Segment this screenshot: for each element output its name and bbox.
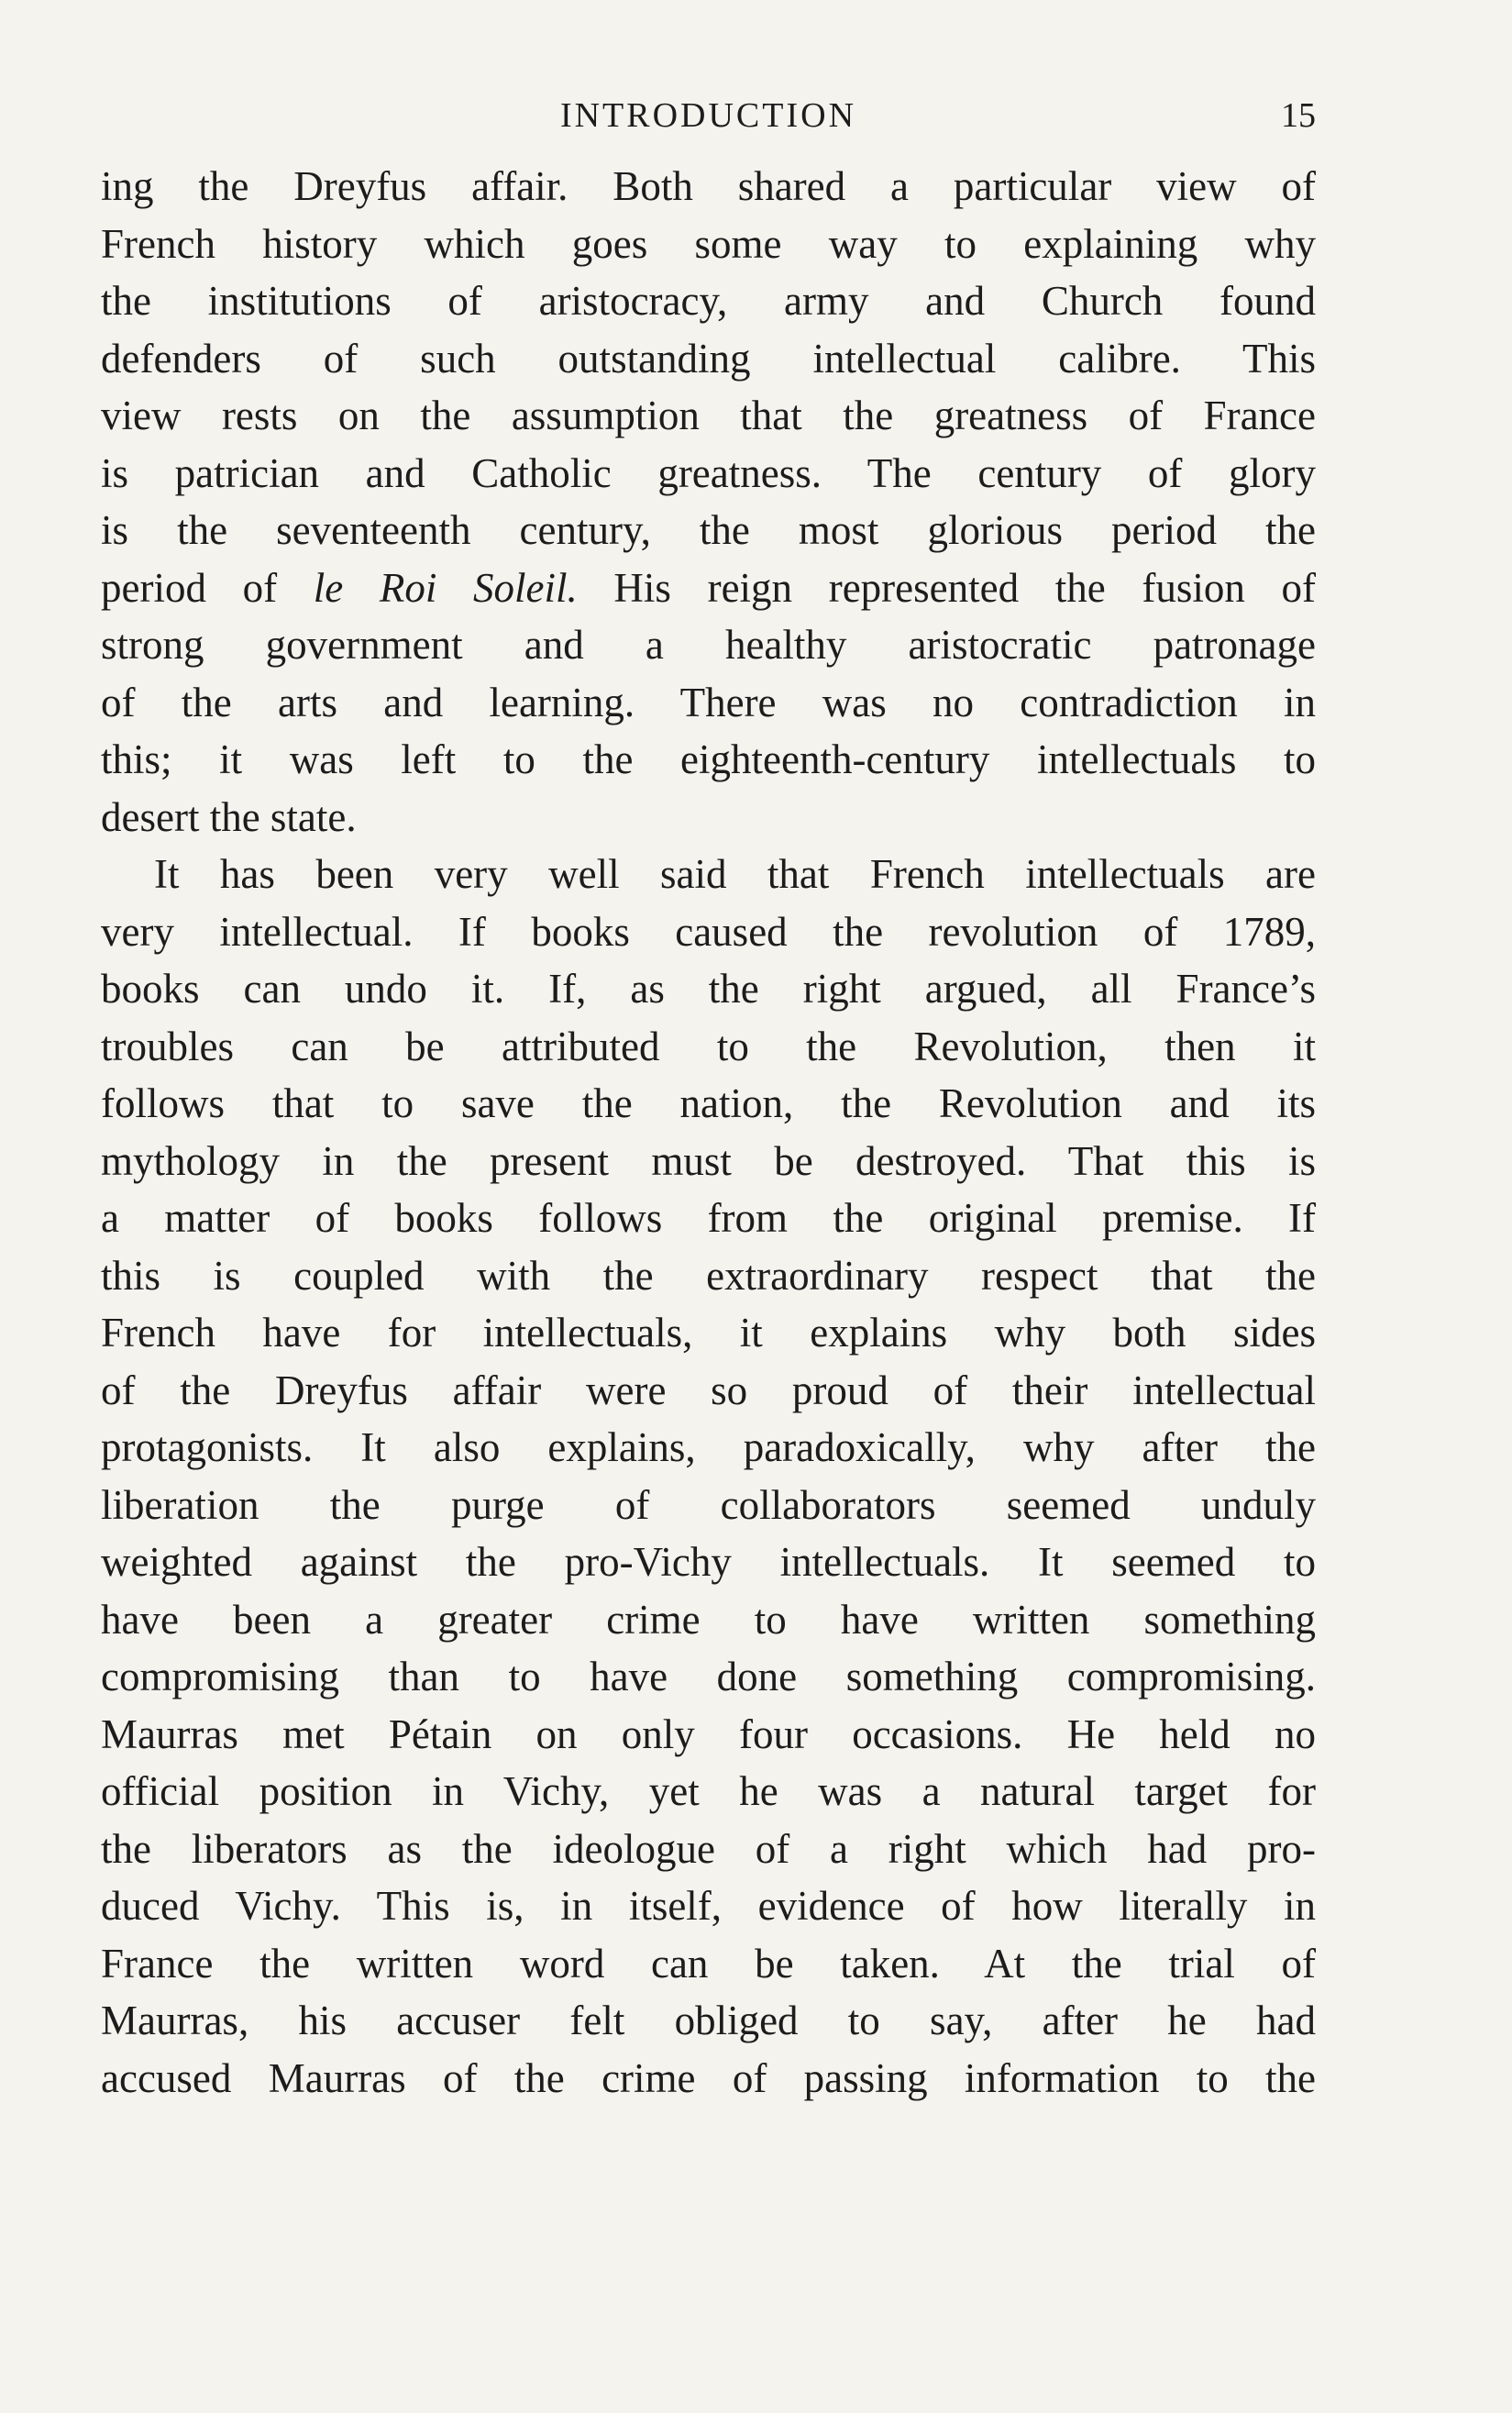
text-line: the institutions of aristocracy, army and Church found [101,278,1316,324]
book-page [101,0,1316,2413]
text-line: of the arts and learning. There was no contradiction in [101,679,1316,725]
text-line: France the written word can be taken. At the trial of [101,1940,1316,1987]
text-line: is patrician and Catholic greatness. The century of glory [101,449,1316,496]
text-line: this is coupled with the extraordinary respect that the [101,1252,1316,1299]
text-line: liberation the purge of collaborators seemed unduly [101,1481,1316,1528]
text-line: official position in Vichy, yet he was a natural target for [101,1768,1316,1814]
text-line [101,559,1316,617]
text-line: this; it was left to the eighteenth-century intellectuals to [101,736,1316,782]
italic-phrase: le Roi Soleil. [313,564,578,611]
text-line: view rests on the assumption that the greatness of France [101,393,1316,438]
text-line: Maurras met Pétain on only four occasions. He held no [101,1710,1316,1757]
text-line: mythology in the present must be destroyed. That this is [101,1137,1316,1184]
text-line: have been a greater crime to have written something [101,1596,1316,1643]
text-line: defenders of such outstanding intellectual calibre. This [101,335,1316,382]
text-line: protagonists. It also explains, paradoxically, why after the [101,1424,1316,1470]
text-line: French have for intellectuals, it explains why both sides [101,1310,1316,1356]
text-line: is the seventeenth century, the most glorious period the [101,507,1316,553]
text-segment: period of [101,564,314,611]
paragraph-2 [101,846,1316,2107]
text-line: It has been very well said that French intellectuals are [154,851,1316,897]
text-line: troubles can be attributed to the Revolution, then it [101,1023,1316,1069]
text-segment: His reign represented the fusion of [577,564,1316,611]
text-line: of the Dreyfus affair were so proud of their intellectual [101,1367,1316,1413]
paragraph-1 [101,158,1316,846]
text-line: books can undo it. If, as the right argued, all France’s [101,966,1316,1012]
text-line: strong government and a healthy aristocratic patronage [101,622,1316,668]
text-line: accused Maurras of the crime of passing information to the [101,2054,1316,2101]
text-line: very intellectual. If books caused the revolution of 1789, [101,908,1316,955]
page-number: 15 [1281,96,1316,135]
text-line: a matter of books follows from the original premise. If [101,1195,1316,1241]
text-line: compromising than to have done something compromising. [101,1654,1316,1699]
text-line: follows that to save the nation, the Revolution and its [101,1080,1316,1126]
text-line: ing the Dreyfus affair. Both shared a particular view of [101,163,1316,209]
text-line: Maurras, his accuser felt obliged to say, after he had [101,1998,1316,2043]
text-line: weighted against the pro-Vichy intellectuals. It seemed to [101,1539,1316,1585]
text-line: duced Vichy. This is, in itself, evidence of how literally in [101,1883,1316,1929]
text-line: French history which goes some way to explaining why [101,220,1316,267]
running-head [101,90,1316,141]
text-line: desert the state. [101,793,357,840]
running-title: INTRODUCTION [559,96,857,135]
body-text [101,158,1316,2107]
text-line: the liberators as the ideologue of a right which had pro- [101,1825,1316,1872]
